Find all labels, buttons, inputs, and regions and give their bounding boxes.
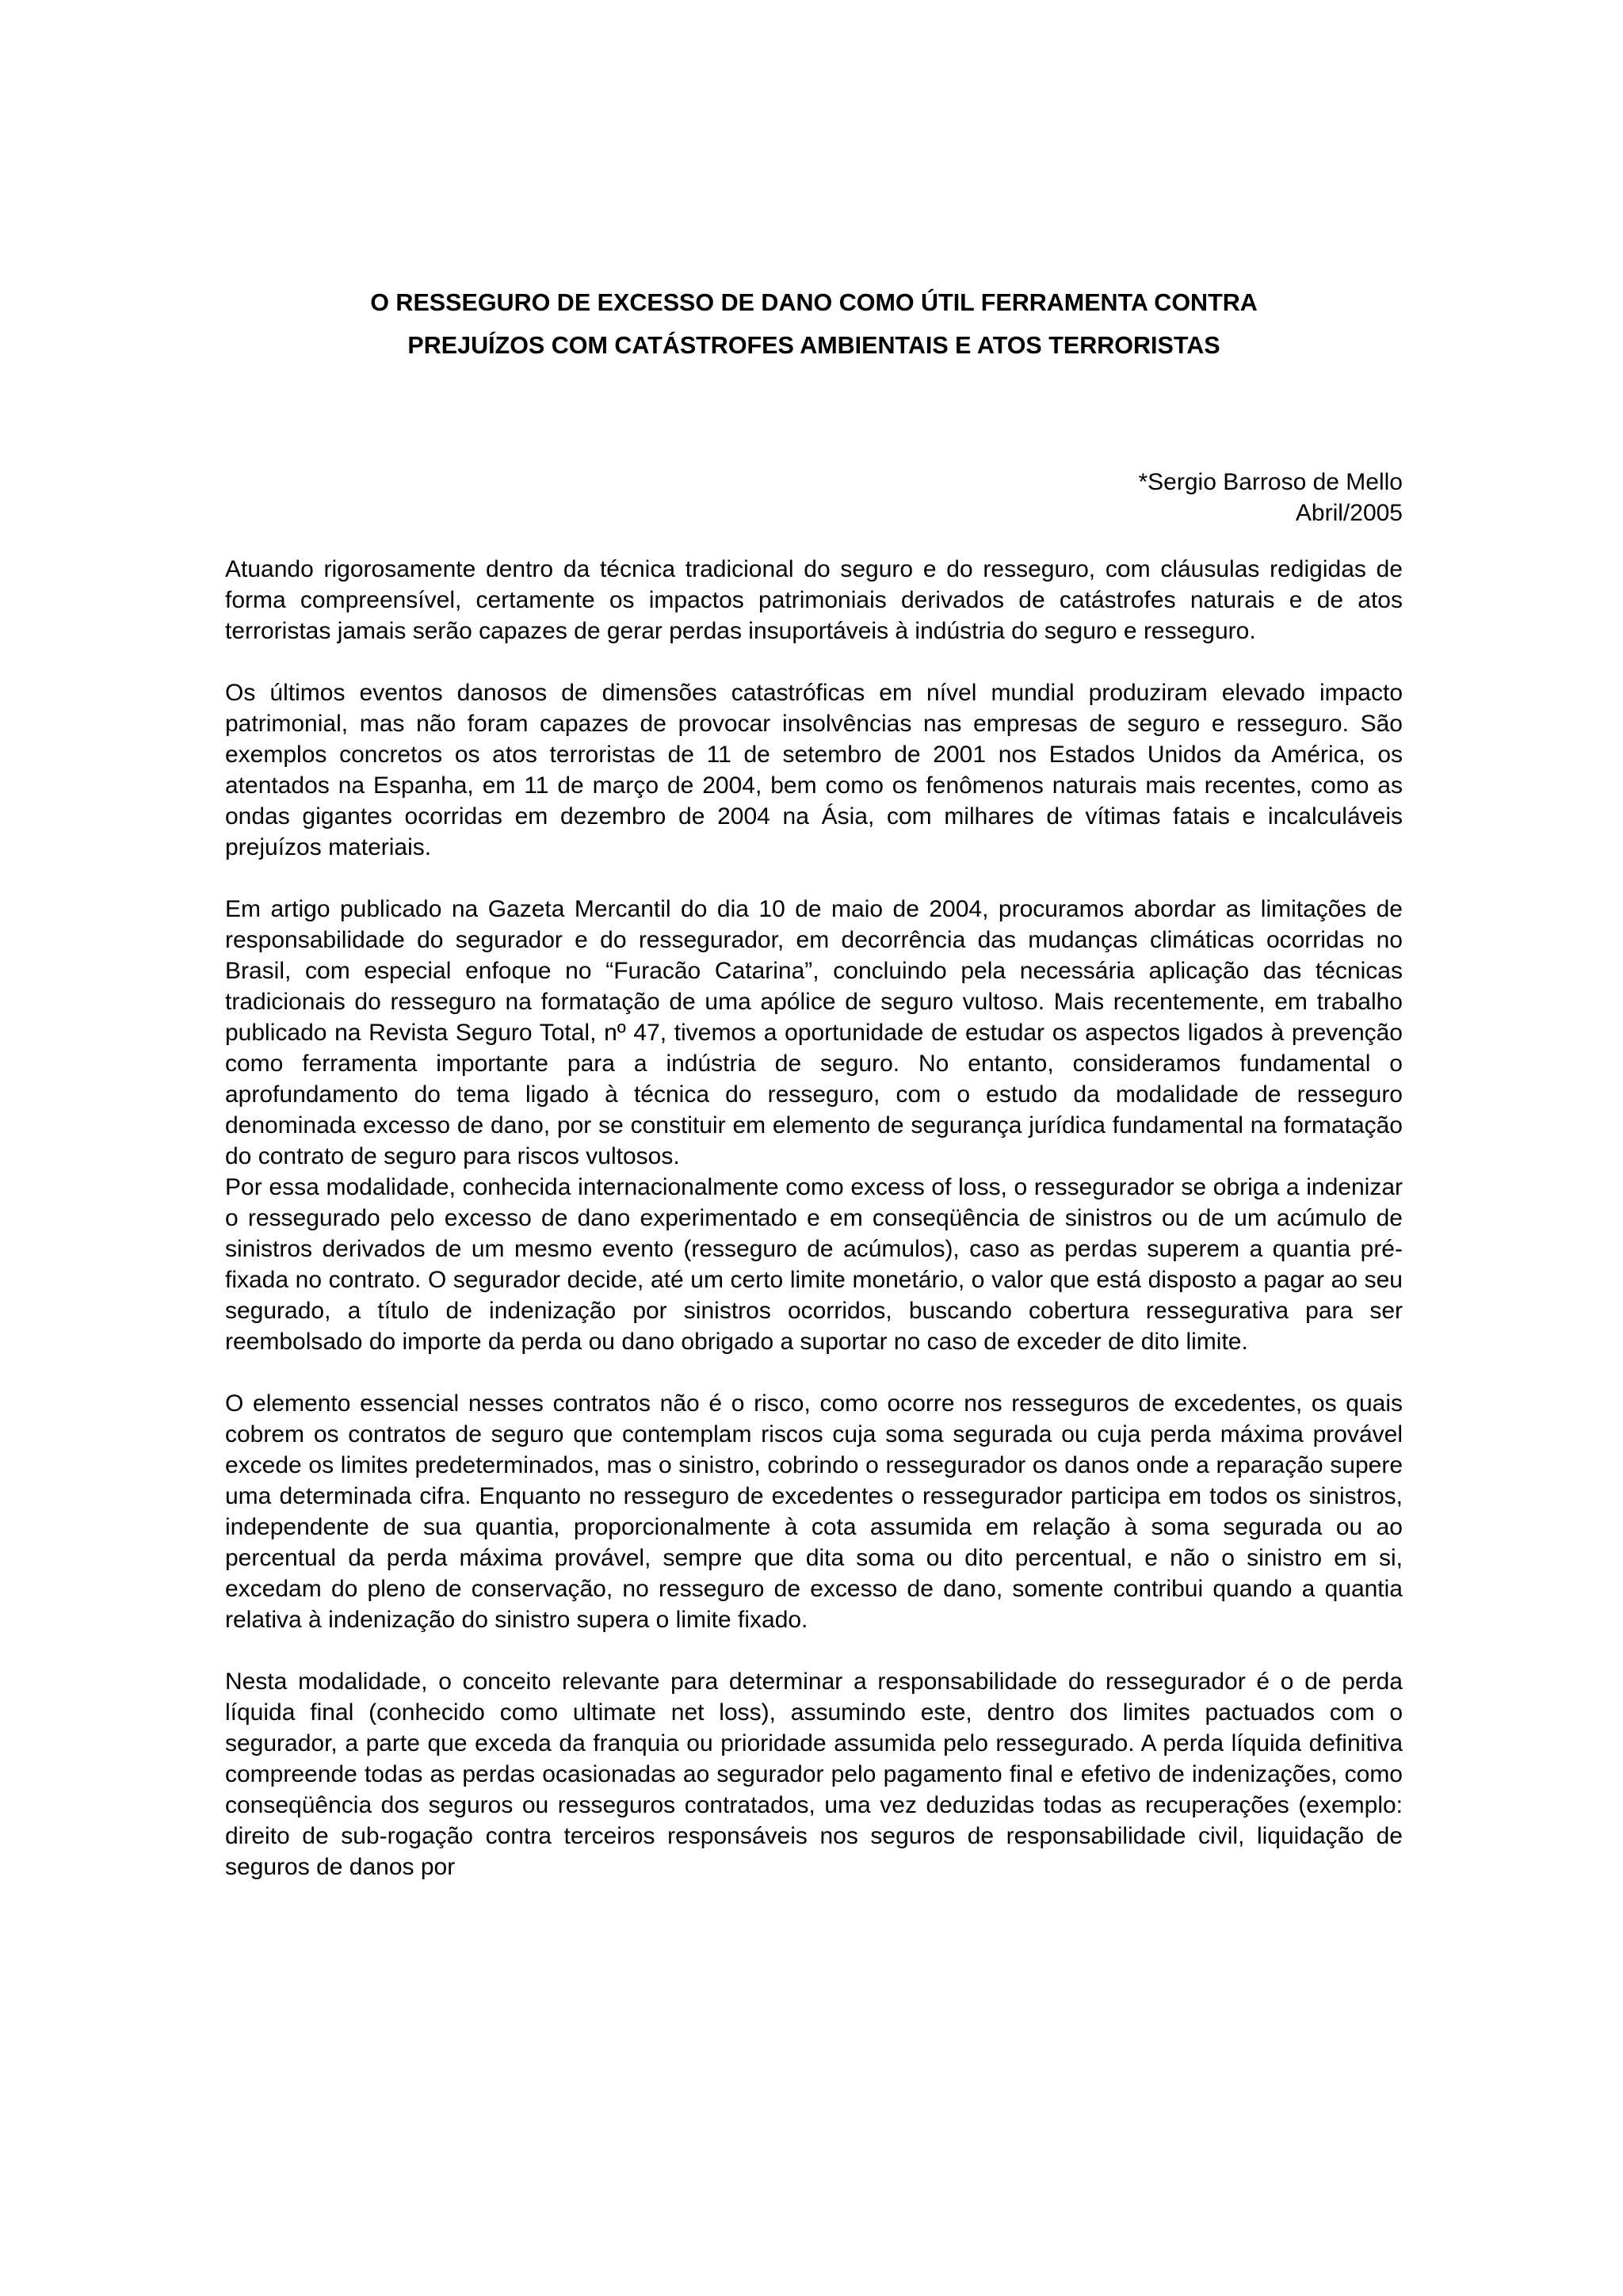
paragraph: Atuando rigorosamente dentro da técnica tradicional do seguro e do resseguro, com cláusulas redigidas de forma compreensível, certamente os impactos patrimoniais derivados de catástrofes naturais e de atos terroristas jamais serão capazes de gerar perdas insuportáveis à indústria do seguro e resseguro. xyxy=(225,556,1403,644)
paragraph: O elemento essencial nesses contratos não é o risco, como ocorre nos resseguros de excedentes, os quais cobrem os contratos de seguro que contemplam riscos cuja soma segurada ou cuja perda máxima provável excede os limites predeterminados, mas o sinistro, cobrindo o ressegurador os danos onde a reparação supere uma determinada cifra. Enquanto no resseguro de excedentes o ressegurador participa em todos os sinistros, independente de sua quantia, proporcionalmente à cota assumida em relação à soma segurada ou ao percentual da perda máxima provável, sempre que dita soma ou dito percentual, e não o sinistro em si, excedam do pleno de conservação, no resseguro de excesso de dano, somente contribui quando a quantia relativa à indenização do sinistro supera o limite fixado. xyxy=(225,1390,1403,1633)
paragraph: Os últimos eventos danosos de dimensões catastróficas em nível mundial produziram elevado impacto patrimonial, mas não foram capazes de provocar insolvências nas empresas de seguro e resseguro. São exemplos concretos os atos terroristas de 11 de setembro de 2001 nos Estados Unidos da América, os atentados na Espanha, em 11 de março de 2004, bem como os fenômenos naturais mais recentes, como as ondas gigantes ocorridas em dezembro de 2004 na Ásia, com milhares de vítimas fatais e incalculáveis prejuízos materiais. xyxy=(225,680,1403,860)
paragraph: Em artigo publicado na Gazeta Mercantil do dia 10 de maio de 2004, procuramos abordar as limitações de responsabilidade do segurador e do ressegurador, em decorrência das mudanças climáticas ocorridas no Brasil, com especial enfoque no “Furacão Catarina”, concluindo pela necessária aplicação das técnicas tradicionais do resseguro na formatação de uma apólice de seguro vultoso. Mais recentemente, em trabalho publicado na Revista Seguro Total, nº 47, tivemos a oportunidade de estudar os aspectos ligados à prevenção como ferramenta importante para a indústria de seguro. No entanto, consideramos fundamental o aprofundamento do tema ligado à técnica do resseguro, com o estudo da modalidade de resseguro denominada excesso de dano, por se constituir em elemento de segurança jurídica fundamental na formatação do contrato de seguro para riscos vultosos. xyxy=(225,896,1403,1169)
document-title xyxy=(225,281,1403,367)
title-line-2: PREJUÍZOS COM CATÁSTROFES AMBIENTAIS E ATOS TERRORISTAS xyxy=(407,332,1220,359)
paragraph: Por essa modalidade, conhecida internacionalmente como excess of loss, o ressegurador se obriga a indenizar o ressegurado pelo excesso de dano experimentado e em conseqüência de sinistros ou de um acúmulo de sinistros derivados de um mesmo evento (resseguro de acúmulos), caso as perdas superem a quantia pré-fixada no contrato. O segurador decide, até um certo limite monetário, o valor que está disposto a pagar ao seu segurado, a título de indenização por sinistros ocorridos, buscando cobertura ressegurativa para ser reembolsado do importe da perda ou dano obrigado a suportar no caso de exceder de dito limite. xyxy=(225,1174,1403,1355)
byline xyxy=(225,467,1403,528)
author-name: *Sergio Barroso de Mello xyxy=(1138,469,1403,495)
document-body xyxy=(225,281,1403,1882)
paragraph: Nesta modalidade, o conceito relevante para determinar a responsabilidade do ressegurador é o de perda líquida final (conhecido como ultimate net loss), assumindo este, dentro dos limites pactuados com o segurador, a parte que exceda da franquia ou prioridade assumida pelo ressegurado. A perda líquida definitiva compreende todas as perdas ocasionadas ao segurador pelo pagamento final e efetivo de indenizações, como conseqüência dos seguros ou resseguros contratados, uma vez deduzidas todas as recuperações (exemplo: direito de sub-rogação contra terceiros responsáveis nos seguros de responsabilidade civil, liquidação de seguros de danos por xyxy=(225,1669,1403,1880)
title-line-1: O RESSEGURO DE EXCESSO DE DANO COMO ÚTIL FERRAMENTA CONTRA xyxy=(370,289,1258,316)
publication-date: Abril/2005 xyxy=(1295,500,1403,526)
